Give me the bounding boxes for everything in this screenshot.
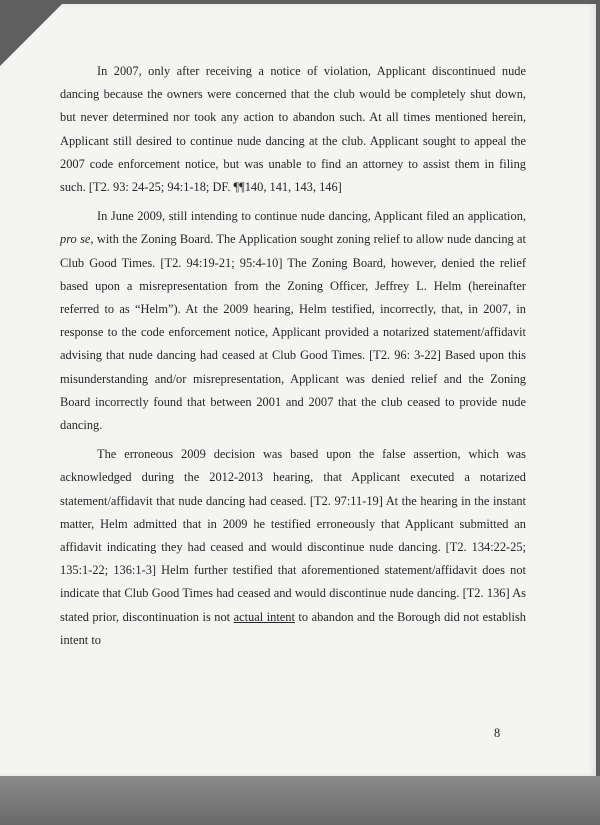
paragraph-3-text-after: to abandon and the Borough did not establish intent to xyxy=(60,609,526,647)
document-body xyxy=(60,60,526,652)
paragraph-3-text-before: The erroneous 2009 decision was based upon the false assertion, which was acknowledged during the 2012-2013 hearing, that Applicant executed a notarized statement/affidavit that nude dancing had ceased. [T2. 97:11-19] At the hearing in the instant matter, Helm admitted that in 2009 he testified erroneously that Applicant submitted an affidavit indicating they had ceased and would discontinue nude dancing. [T2. 134:22-25; 135:1-22; 136:1-3] Helm further testified that aforementioned statement/affidavit does not indicate that Club Good Times had ceased and would discontinue nude dancing. [T2. 136] As stated prior, discontinuation is not xyxy=(60,447,526,624)
paper-sheet xyxy=(0,4,596,776)
page-number: 8 xyxy=(494,726,501,740)
paragraph-2-text-before: In June 2009, still intending to continue nude dancing, Applicant filed an application, xyxy=(97,209,526,224)
scanner-bed-edge xyxy=(0,776,600,825)
paragraph-3 xyxy=(60,443,526,652)
paragraph-1-text: In 2007, only after receiving a notice of violation, Applicant discontinued nude dancing because the owners were concerned that the club would be completely shut down, but never determined nor took any action to abandon such. At all times mentioned herein, Applicant still desired to continue nude dancing at the club. Applicant sought to appeal the 2007 code enforcement notice, but was unable to find an attorney to assist them in filing such. [T2. 93: 24-25; 94:1-18; DF. ¶¶140, 141, 143, 146] xyxy=(60,64,526,195)
paragraph-2 xyxy=(60,205,526,437)
paragraph-1 xyxy=(60,60,526,199)
paragraph-2-text-after: , with the Zoning Board. The Application sought zoning relief to allow nude dancing at Club Good Times. [T2. 94:19-21; 95:4-10] The Zoning Board, however, denied the relief based upon a misrepresentation from the Zoning Officer, Jeffrey L. Helm (hereinafter referred to as “Helm”). At the 2009 hearing, Helm testified, incorrectly, that, in 2007, in response to the code enforcement notice, Applicant provided a notarized statement/affidavit advising that nude dancing had ceased at Club Good Times. [T2. 96: 3-22] Based upon this misunderstanding and/or misrepresentation, Applicant was denied relief and the Zoning Board incorrectly found that between 2001 and 2007 that the club ceased to provide nude dancing. xyxy=(60,232,527,433)
paragraph-2-italic: pro se xyxy=(60,232,91,247)
paragraph-3-underline: actual intent xyxy=(233,609,295,624)
folded-corner xyxy=(0,4,62,66)
